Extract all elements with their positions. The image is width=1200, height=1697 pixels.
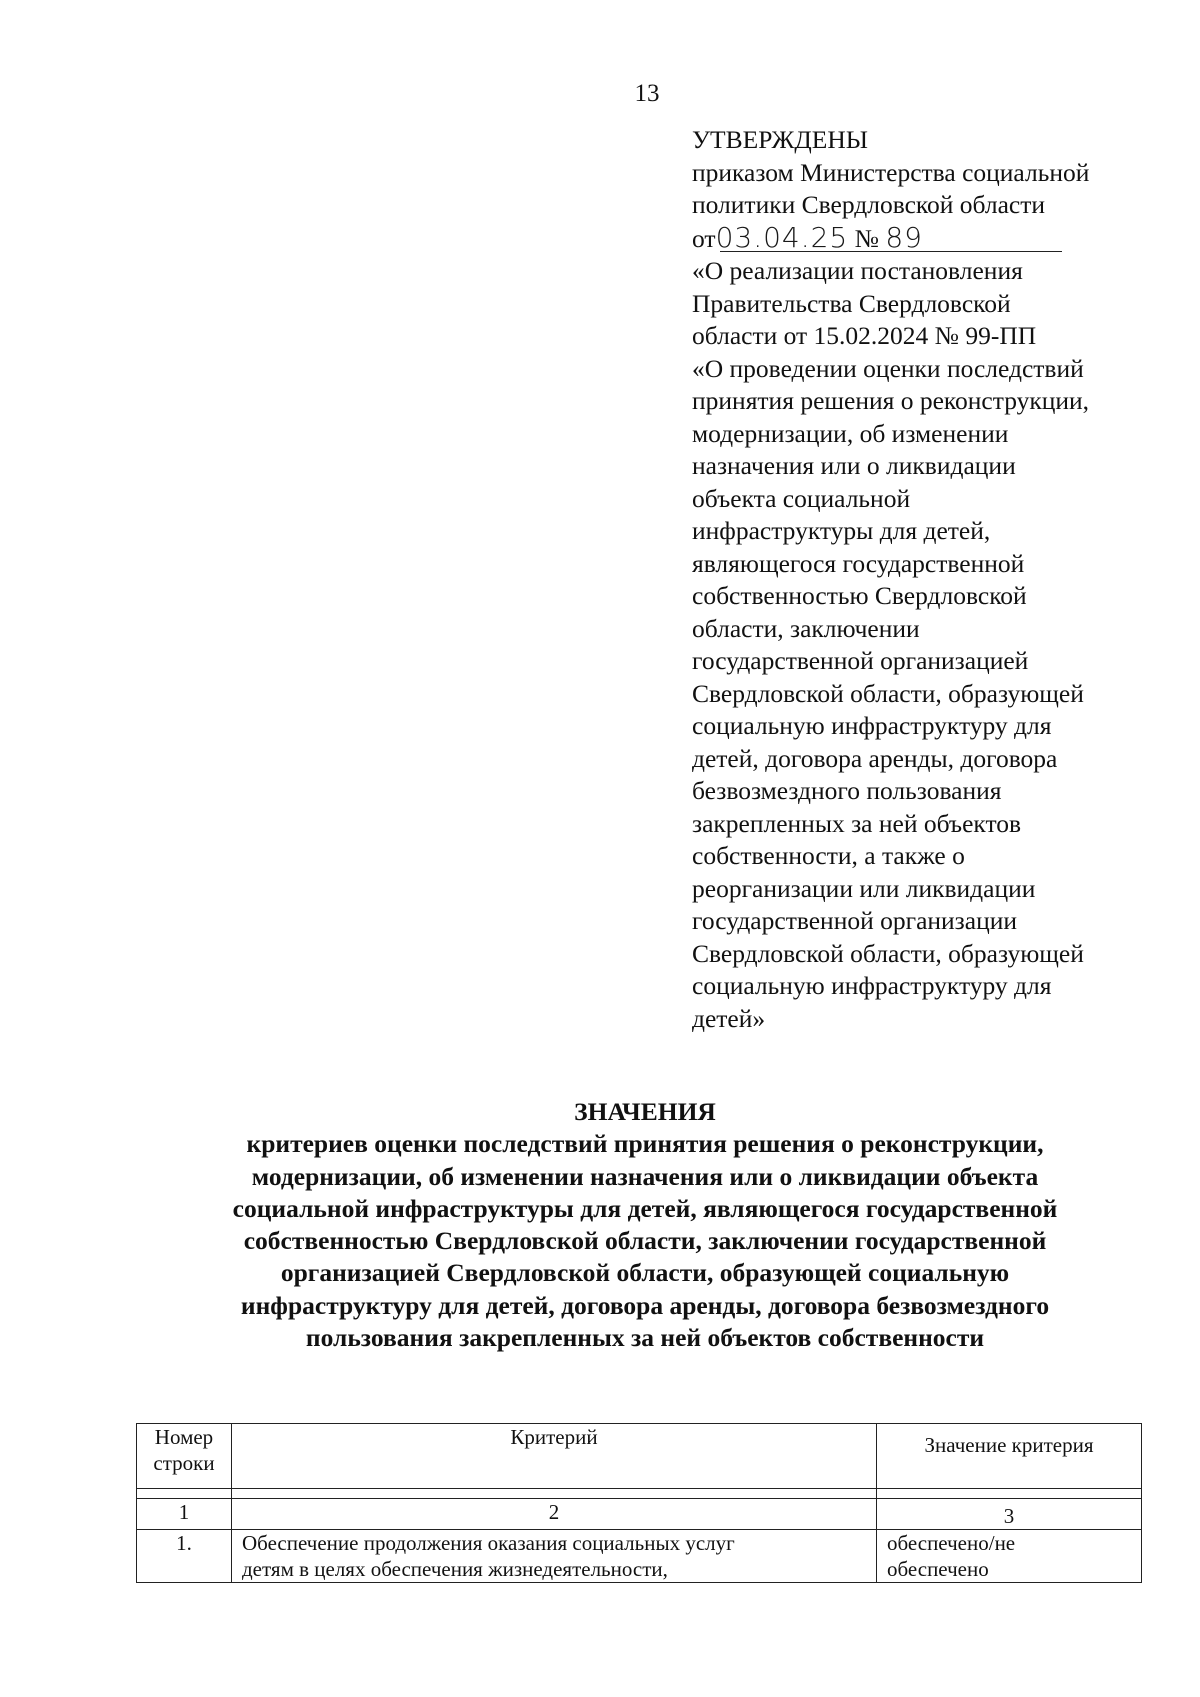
order-subject-line: являющегося государственной bbox=[692, 548, 1025, 578]
order-subject-line: модернизации, об изменении bbox=[692, 418, 1009, 448]
order-prefix: от bbox=[692, 223, 716, 253]
column-number-row bbox=[137, 1499, 1142, 1530]
order-subject-line: социальную инфраструктуру для bbox=[692, 711, 1052, 740]
order-subject-line: назначения или о ликвидации bbox=[692, 451, 1016, 480]
order-subject-line: принятия решения о реконструкции, bbox=[692, 386, 1090, 415]
order-reference bbox=[692, 222, 1162, 256]
row-criterion bbox=[232, 1530, 877, 1583]
column-number: 3 bbox=[877, 1499, 1142, 1530]
order-subject-line: закрепленных за ней объектов bbox=[692, 808, 1022, 838]
order-subject-line: собственностью Свердловской bbox=[692, 581, 1027, 610]
row-criterion-line: детям в целях обеспечения жизнедеятельности, bbox=[242, 1557, 668, 1581]
approval-title: УТВЕРЖДЕНЫ bbox=[692, 125, 868, 154]
heading-title: ЗНАЧЕНИЯ bbox=[574, 1097, 716, 1126]
table-row bbox=[137, 1530, 1142, 1583]
order-subject-line: «О реализации постановления bbox=[692, 256, 1023, 285]
approval-line: политики Свердловской области bbox=[692, 190, 1046, 219]
column-number: 2 bbox=[232, 1499, 877, 1530]
order-underline bbox=[720, 251, 1062, 252]
order-subject-line: государственной организацией bbox=[692, 646, 1029, 675]
row-value-line: обеспечено/не bbox=[887, 1531, 1016, 1555]
heading-subtitle bbox=[120, 1128, 1170, 1354]
row-value bbox=[877, 1530, 1142, 1583]
table-header-row bbox=[137, 1424, 1142, 1489]
order-subject-line: Свердловской области, образующей bbox=[692, 678, 1084, 708]
order-subject-line: детей, договора аренды, договора bbox=[692, 743, 1058, 773]
column-number: 1 bbox=[137, 1499, 232, 1530]
header-row-number-line: строки bbox=[153, 1451, 215, 1475]
order-subject-line: государственной организации bbox=[692, 906, 1018, 935]
header-row-number-line: Номер bbox=[154, 1425, 214, 1449]
document-heading bbox=[120, 1096, 1170, 1354]
order-subject-line: безвозмездного пользования bbox=[692, 776, 1002, 805]
order-subject-line: Свердловской области, образующей bbox=[692, 938, 1084, 968]
order-subject-line: собственности, а также о bbox=[692, 841, 965, 870]
order-subject-line: реорганизации или ликвидации bbox=[692, 873, 1036, 903]
order-subject-line: объекта социальной bbox=[692, 483, 911, 513]
heading-subtitle-line: собственностью Свердловской области, заключении государственной bbox=[243, 1226, 1047, 1256]
row-criterion-line: Обеспечение продолжения оказания социальных услуг bbox=[242, 1531, 735, 1555]
order-subject-line: Правительства Свердловской bbox=[692, 288, 1011, 318]
header-criterion: Критерий bbox=[232, 1424, 877, 1489]
order-subject-line: области, заключении bbox=[692, 613, 920, 643]
approval-line: приказом Министерства социальной bbox=[692, 157, 1090, 187]
heading-subtitle-line: социальной инфраструктуры для детей, являющегося государственной bbox=[232, 1193, 1058, 1223]
order-number-handwritten: 89 bbox=[885, 220, 923, 254]
order-subject-line: инфраструктуры для детей, bbox=[692, 516, 991, 545]
order-number-label: № bbox=[854, 223, 879, 253]
heading-subtitle-line: организацией Свердловской области, образующей социальную bbox=[280, 1258, 1010, 1288]
criteria-table bbox=[136, 1423, 1142, 1583]
order-subject-line: области от 15.02.2024 № 99-ПП bbox=[692, 321, 1037, 350]
order-subject bbox=[692, 255, 1162, 1035]
heading-subtitle-line: модернизации, об изменении назначения или о ликвидации объекта bbox=[251, 1161, 1039, 1191]
heading-subtitle-line: критериев оценки последствий принятия решения о реконструкции, bbox=[246, 1129, 1044, 1159]
order-subject-line: детей» bbox=[692, 1003, 766, 1033]
heading-subtitle-line: пользования закрепленных за ней объектов собственности bbox=[305, 1323, 985, 1353]
page-number: 13 bbox=[634, 80, 660, 107]
gap-cell bbox=[877, 1489, 1142, 1499]
table-gap bbox=[137, 1489, 1142, 1499]
heading-subtitle-line: инфраструктуру для детей, договора аренды, договора безвозмездного bbox=[240, 1290, 1050, 1320]
approval-block bbox=[692, 124, 1162, 1035]
gap-cell bbox=[232, 1489, 877, 1499]
order-subject-line: «О проведении оценки последствий bbox=[692, 353, 1084, 383]
header-row-number bbox=[137, 1424, 232, 1489]
gap-cell bbox=[137, 1489, 232, 1499]
header-value: Значение критерия bbox=[877, 1424, 1142, 1489]
order-subject-line: социальную инфраструктуру для bbox=[692, 971, 1052, 1000]
row-number: 1. bbox=[137, 1530, 232, 1583]
row-value-line: обеспечено bbox=[887, 1557, 989, 1581]
order-date-handwritten: 03.04.25 bbox=[715, 220, 849, 254]
